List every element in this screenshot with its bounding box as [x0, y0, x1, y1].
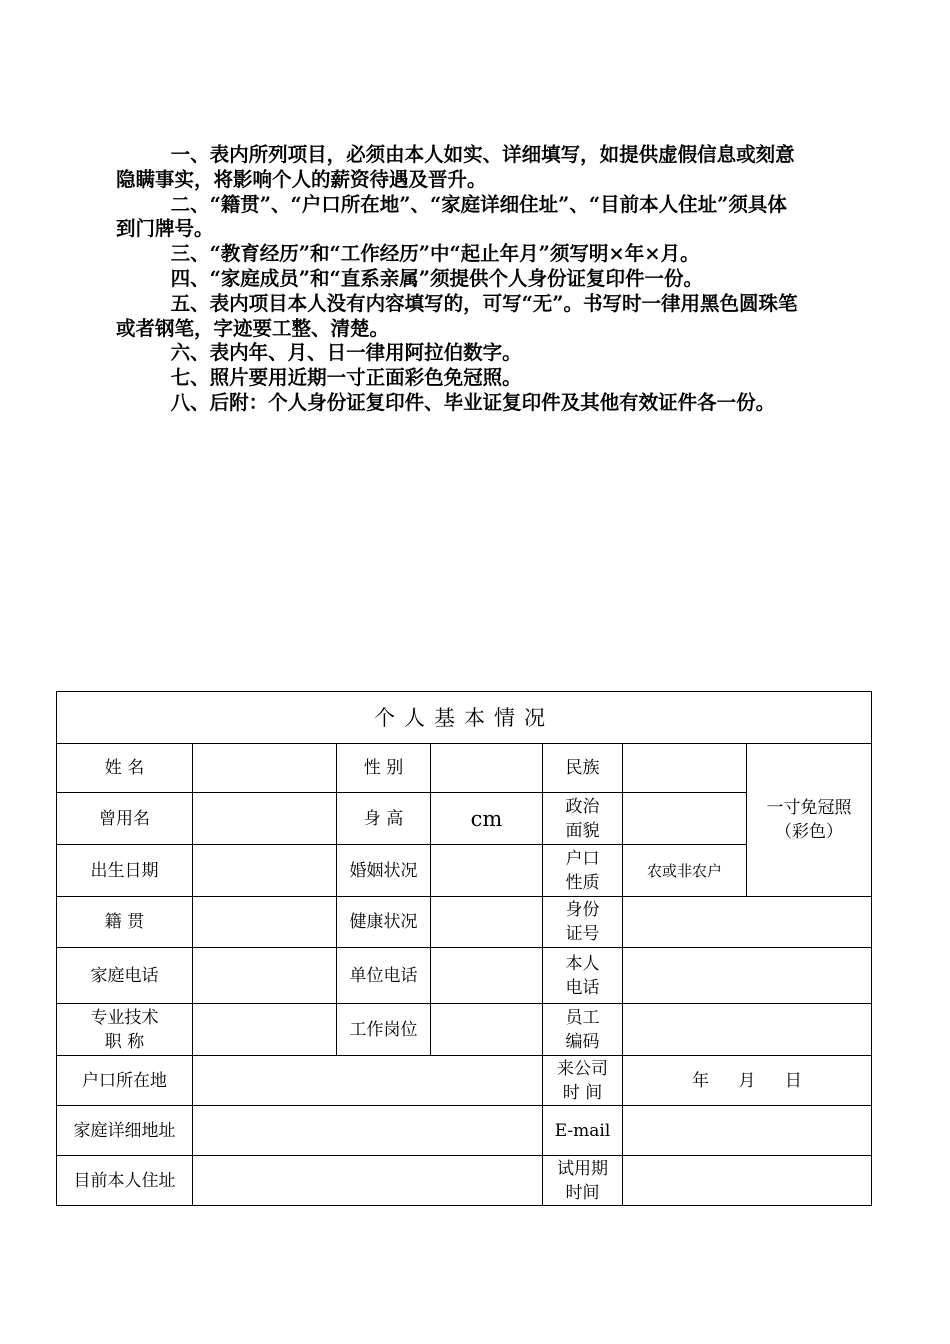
- id-number-label: 身份 证号: [543, 897, 623, 948]
- month-label: 月: [738, 1070, 756, 1091]
- instructions: [116, 143, 806, 416]
- photo-label: 一寸免冠照: [766, 798, 852, 818]
- instruction-2: 二、“籍贯”、“户口所在地”、“家庭详细住址”、“目前本人住址”须具体到门牌号。: [116, 192, 787, 241]
- job-position-field[interactable]: [431, 1004, 543, 1056]
- birth-date-label: 出生日期: [57, 845, 193, 897]
- ethnicity-field[interactable]: [623, 744, 747, 793]
- email-field[interactable]: [623, 1106, 872, 1156]
- hukou-type-field[interactable]: 农或非农户: [623, 845, 747, 897]
- gender-label: 性 别: [337, 744, 431, 793]
- instruction-3: 三、“教育经历”和“工作经历”中“起止年月”须写明×年×月。: [170, 242, 700, 266]
- current-address-label: 目前本人住址: [57, 1156, 193, 1206]
- health-status-label: 健康状况: [337, 897, 431, 948]
- hukou-location-label: 户口所在地: [57, 1056, 193, 1106]
- instruction-1: 一、表内所列项目，必须由本人如实、详细填写，如提供虚假信息或刻意隐瞒事实，将影响个人的薪资待遇及晋升。: [116, 143, 795, 191]
- instruction-5: 五、表内项目本人没有内容填写的，可写“无”。书写时一律用黑色圆珠笔或者钢笔，字迹要工整、清楚。: [116, 291, 798, 340]
- health-status-field[interactable]: [431, 897, 543, 948]
- name-label: 姓 名: [57, 744, 193, 793]
- home-phone-label: 家庭电话: [57, 948, 193, 1004]
- political-status-label: 政治 面貌: [543, 793, 623, 845]
- instruction-6: 六、表内年、月、日一律用阿拉伯数字。: [170, 341, 522, 365]
- height-label: 身 高: [337, 793, 431, 845]
- height-unit: cm: [470, 806, 503, 831]
- former-name-field[interactable]: [193, 793, 337, 845]
- birth-date-field[interactable]: [193, 845, 337, 897]
- employee-number-label: 员工 编码: [543, 1004, 623, 1056]
- job-position-label: 工作岗位: [337, 1004, 431, 1056]
- instruction-8: 八、后附：个人身份证复印件、毕业证复印件及其他有效证件各一份。: [170, 390, 776, 414]
- join-date-field[interactable]: [623, 1056, 872, 1106]
- personal-phone-label: 本人 电话: [543, 948, 623, 1004]
- day-label: 日: [784, 1070, 802, 1091]
- photo-box[interactable]: [747, 744, 872, 897]
- home-phone-field[interactable]: [193, 948, 337, 1004]
- home-address-label: 家庭详细地址: [57, 1106, 193, 1156]
- work-phone-label: 单位电话: [337, 948, 431, 1004]
- join-date-label: 来公司 时 间: [543, 1056, 623, 1106]
- political-status-field[interactable]: [623, 793, 747, 845]
- employee-number-field[interactable]: [623, 1004, 872, 1056]
- marital-status-label: 婚姻状况: [337, 845, 431, 897]
- hukou-location-field[interactable]: [193, 1056, 543, 1106]
- name-field[interactable]: [193, 744, 337, 793]
- professional-title-label: 专业技术 职 称: [57, 1004, 193, 1056]
- professional-title-field[interactable]: [193, 1004, 337, 1056]
- work-phone-field[interactable]: [431, 948, 543, 1004]
- gender-field[interactable]: [431, 744, 543, 793]
- instruction-7: 七、照片要用近期一寸正面彩色免冠照。: [170, 366, 522, 390]
- form-title: 个人基本情况: [57, 692, 872, 744]
- instruction-4: 四、“家庭成员”和“直系亲属”须提供个人身份证复印件一份。: [170, 266, 703, 290]
- photo-color-note: （彩色）: [775, 822, 844, 842]
- current-address-field[interactable]: [193, 1156, 543, 1206]
- hukou-type-label: 户口 性质: [543, 845, 623, 897]
- marital-status-field[interactable]: [431, 845, 543, 897]
- id-number-field[interactable]: [623, 897, 872, 948]
- ethnicity-label: 民族: [543, 744, 623, 793]
- personal-info-form: [56, 691, 872, 1206]
- home-address-field[interactable]: [193, 1106, 543, 1156]
- email-label: E-mail: [543, 1106, 623, 1156]
- native-place-label: 籍 贯: [57, 897, 193, 948]
- native-place-field[interactable]: [193, 897, 337, 948]
- height-field[interactable]: [431, 793, 543, 845]
- probation-period-field[interactable]: [623, 1156, 872, 1206]
- former-name-label: 曾用名: [57, 793, 193, 845]
- year-label: 年: [692, 1070, 710, 1091]
- probation-period-label: 试用期 时间: [543, 1156, 623, 1206]
- personal-phone-field[interactable]: [623, 948, 872, 1004]
